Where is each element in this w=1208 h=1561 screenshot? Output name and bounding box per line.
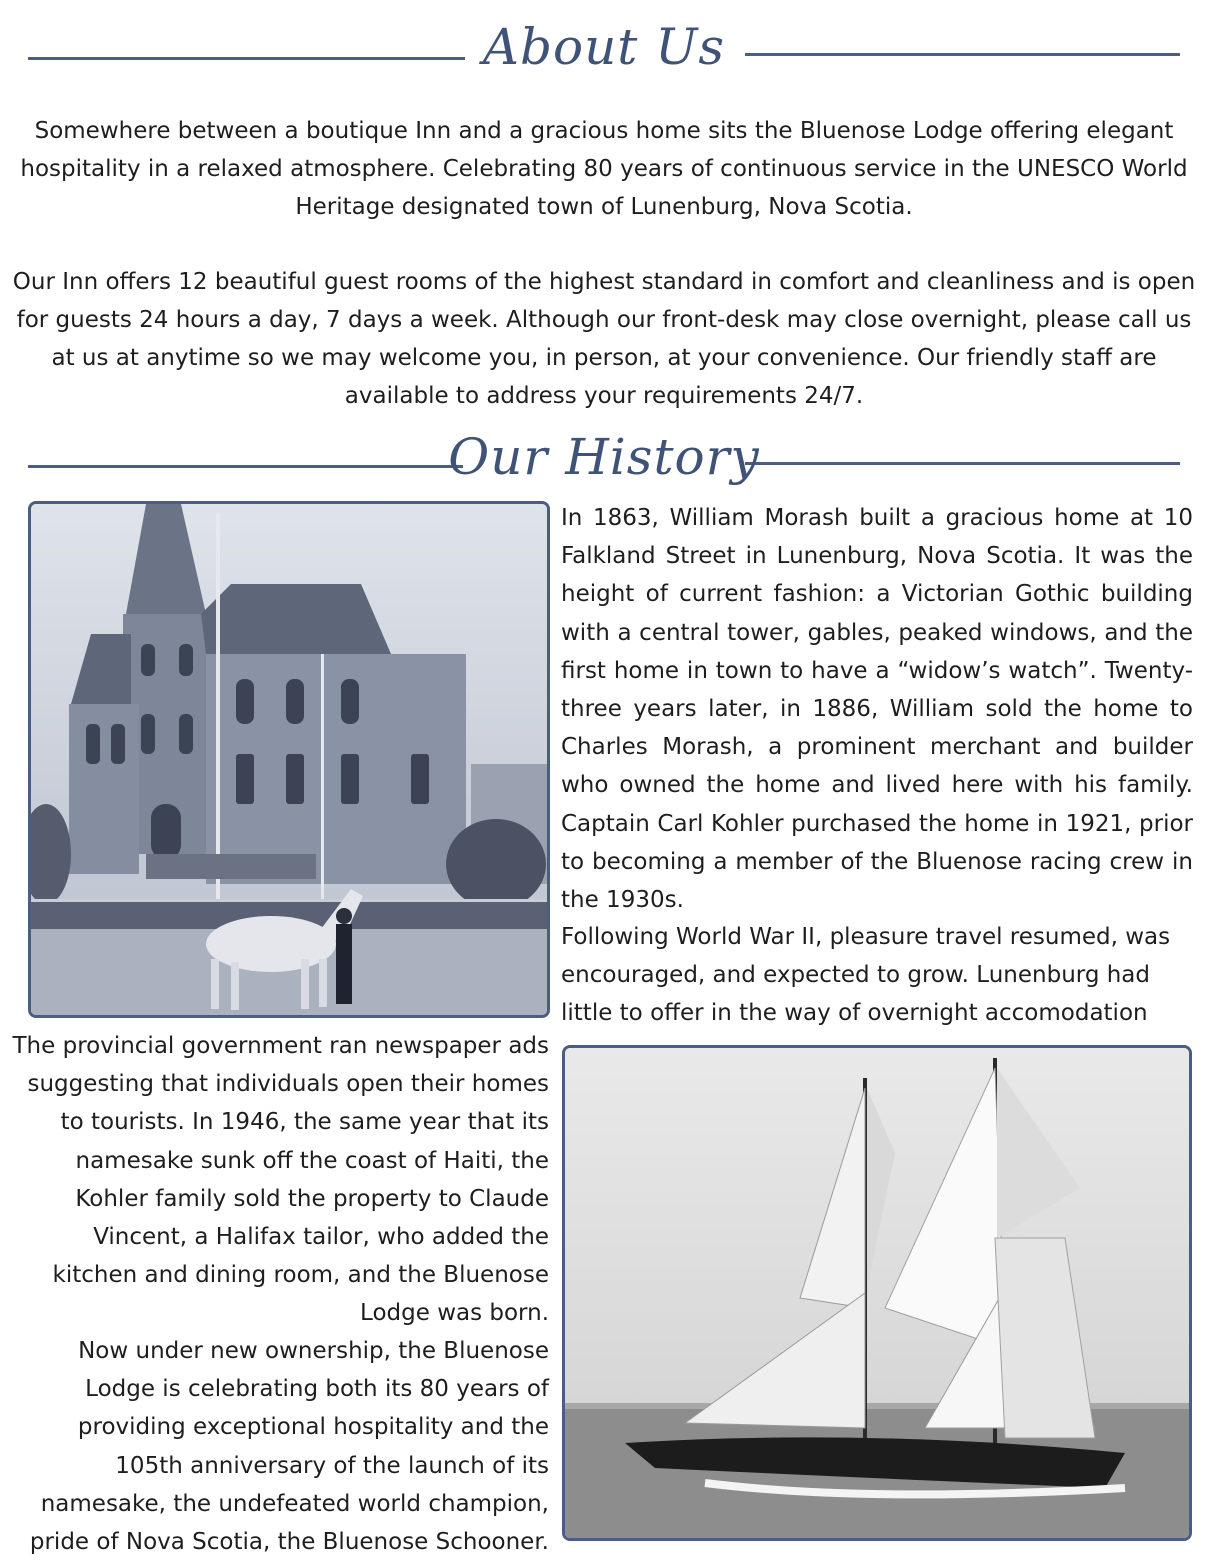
lodge-historic-photo bbox=[28, 501, 550, 1018]
history-paragraph-1: In 1863, William Morash built a gracious home at 10 Falkland Street in Lunenburg, Nova Scotia. It was the height of current fashion: a Victorian Gothic building with a central tower, gables, peaked windows, and the first home in town to have a “widow’s watch”. Twenty-three years later, in 1886, William sold the home to Charles Morash, a prominent merchant and builder who owned the home and lived here with his family. Captain Carl Kohler purchased the home in 1921, prior to becoming a member of the Bluenose racing crew in the 1930s. bbox=[561, 505, 1193, 914]
about-heading-row bbox=[0, 18, 1208, 102]
history-title: Our History bbox=[448, 428, 760, 486]
history-paragraph-3: The provincial government ran newspaper ads suggesting that individuals open their homes to tourists. In 1946, the same year that its namesake sunk off the coast of Haiti, the Kohler family sold the property to Claude Vincent, a Halifax tailor, who added the kitchen and dining room, and the Bluenose Lodge was born. bbox=[12, 1033, 549, 1327]
about-title: About Us bbox=[482, 18, 726, 76]
history-paragraph-2: Following World War II, pleasure travel resumed, was encouraged, and expected to grow. Lunenburg had little to offer in the way of overnight accomodation bbox=[561, 924, 1171, 1027]
about-paragraph-2: Our Inn offers 12 beautiful guest rooms of the highest standard in comfort and cleanliness and is open for guests 24 hours a day, 7 days a week. Although our front-desk may close overnight, please call us at us at anytime so we may welcome you, in person, at your convenience. Our friendly staff are available to address your requirements 24/7. bbox=[12, 269, 1196, 409]
history-paragraph-4: Now under new ownership, the Bluenose Lodge is celebrating both its 80 years of providing exceptional hospitality and the 105th anniversary of the launch of its namesake, the undefeated world champion, pride of Nova Scotia, the Bluenose Schooner. bbox=[29, 1338, 549, 1556]
bluenose-schooner-photo bbox=[562, 1045, 1192, 1541]
about-paragraph-1: Somewhere between a boutique Inn and a gracious home sits the Bluenose Lodge offering elegant hospitality in a relaxed atmosphere. Celebrating 80 years of continuous service in the UNESCO World Heritage designated town of Lunenburg, Nova Scotia. bbox=[20, 118, 1188, 220]
